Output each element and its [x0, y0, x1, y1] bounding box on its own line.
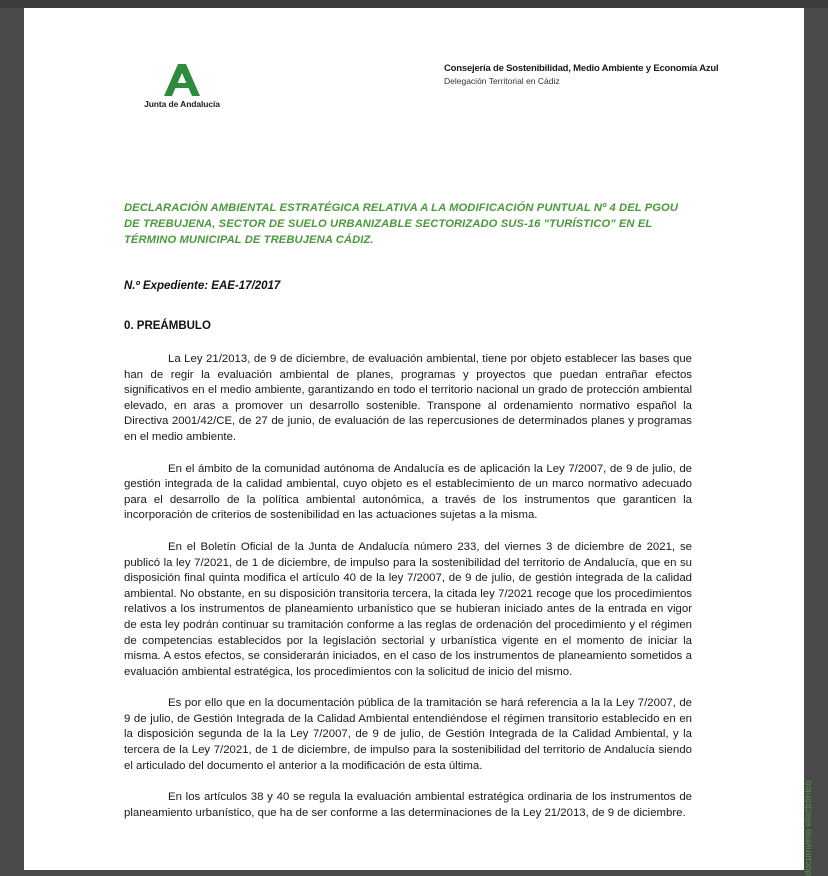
letterhead: [444, 63, 718, 86]
paragraph-5: En los artículos 38 y 40 se regula la evaluación ambiental estratégica ordinaria de los instrumentos de planeamiento urbanístico, que ha de ser conforme a las determinaciones de la Ley 21/2013, de 9 de diciembre.: [124, 791, 692, 819]
expediente-number: N.º Expediente: EAE-17/2017: [124, 280, 281, 292]
logo-text: Junta de Andalucía: [144, 99, 220, 109]
document-page: [24, 8, 814, 876]
viewer-top-bar: [0, 0, 828, 8]
body-text: [124, 352, 692, 837]
section-heading: 0. PREÁMBULO: [124, 320, 211, 332]
paragraph-2: En el ámbito de la comunidad autónoma de Andalucía es de aplicación la Ley 7/2007, de 9 de julio, de gestión integrada de la calidad ambiental, cuyo objeto es el establecimiento de un marco normativo adecuado para el desarrollo de la política ambiental autonómica, a través de los instrumentos que garanticen la incorporación de criterios de sostenibilidad en las actuaciones sujetas a la misma.: [124, 462, 692, 522]
delegation-name: Delegación Territorial en Cádiz: [444, 76, 560, 86]
junta-andalucia-logo-icon: [164, 64, 200, 96]
paragraph-4: Es por ello que en la documentación pública de la tramitación se hará referencia a la la Ley 7/2007, de 9 de julio, de Gestión Integrada de la Calidad Ambiental entendiéndose el régimen transitorio establecido en en la disposición segunda de la la Ley 7/2007, de 9 de julio, de Gestión Integrada de la Calidad Ambiental, y la tercera de la Ley 7/2021, de 1 de diciembre, de impulso para la sostenibilidad del territorio de Andalucía siendo el articulado del documento el anterior a la modificación de esta última.: [124, 697, 692, 772]
paragraph-3: En el Boletín Oficial de la Junta de Andalucía número 233, del viernes 3 de diciembre de 2021, se publicó la ley 7/2021, de 1 de diciembre, de impulso para la sostenibilidad del territorio de Andalucía, que en su disposición final quinta modifica el artículo 40 de la ley 7/2007, de 9 de julio, de gestión integrada de la calidad ambiental. No obstante, en su disposición transitoria tercera, la citada ley 7/2021 recoge que los procedimientos relativos a los instrumentos de planeamiento urbanístico que se hubieran iniciado antes de la entrada en vigor de esta ley podrán continuar su tramitación conforme a las reglas de ordenación del procedimiento y el régimen de competencias establecidos por la legislación sectorial y urbanística vigente en el momento de iniciar la misma. A estos efectos, se considerarán iniciados, en el caso de los instrumentos de planeamiento sometidos a evaluación ambiental estratégica, los procedimientos con la solicitud de inicio del mismo.: [124, 540, 692, 678]
paragraph-1: La Ley 21/2013, de 9 de diciembre, de evaluación ambiental, tiene por objeto establecer las bases que han de regir la evaluación ambiental de planes, programas y proyectos que puedan entrañar efectos significativos en el medio ambiente, garantizando en todo el territorio nacional un grado de protección ambiental elevado, en aras a promover un desarrollo sostenible. Transpone al ordenamiento normativo español la Directiva 2001/42/CE, de 27 de junio, de evaluación de las repercusiones de determinados planes y programas en el medio ambiente.: [124, 353, 692, 443]
document-title: DECLARACIÓN AMBIENTAL ESTRATÉGICA RELATIVA A LA MODIFICACIÓN PUNTUAL Nº 4 DEL PGOU DE TREBUJENA, SECTOR DE SUELO URBANIZABLE SECTORIZADO SUS-16 "TURÍSTICO" EN EL TÉRMINO MUNICIPAL DE TREBUJENA CÁDIZ.: [124, 202, 679, 246]
junta-logo: [132, 64, 232, 109]
department-name: Consejería de Sostenibilidad, Medio Ambiente y Economía Azul: [444, 63, 719, 74]
side-note: documento electrónico: [803, 780, 814, 876]
